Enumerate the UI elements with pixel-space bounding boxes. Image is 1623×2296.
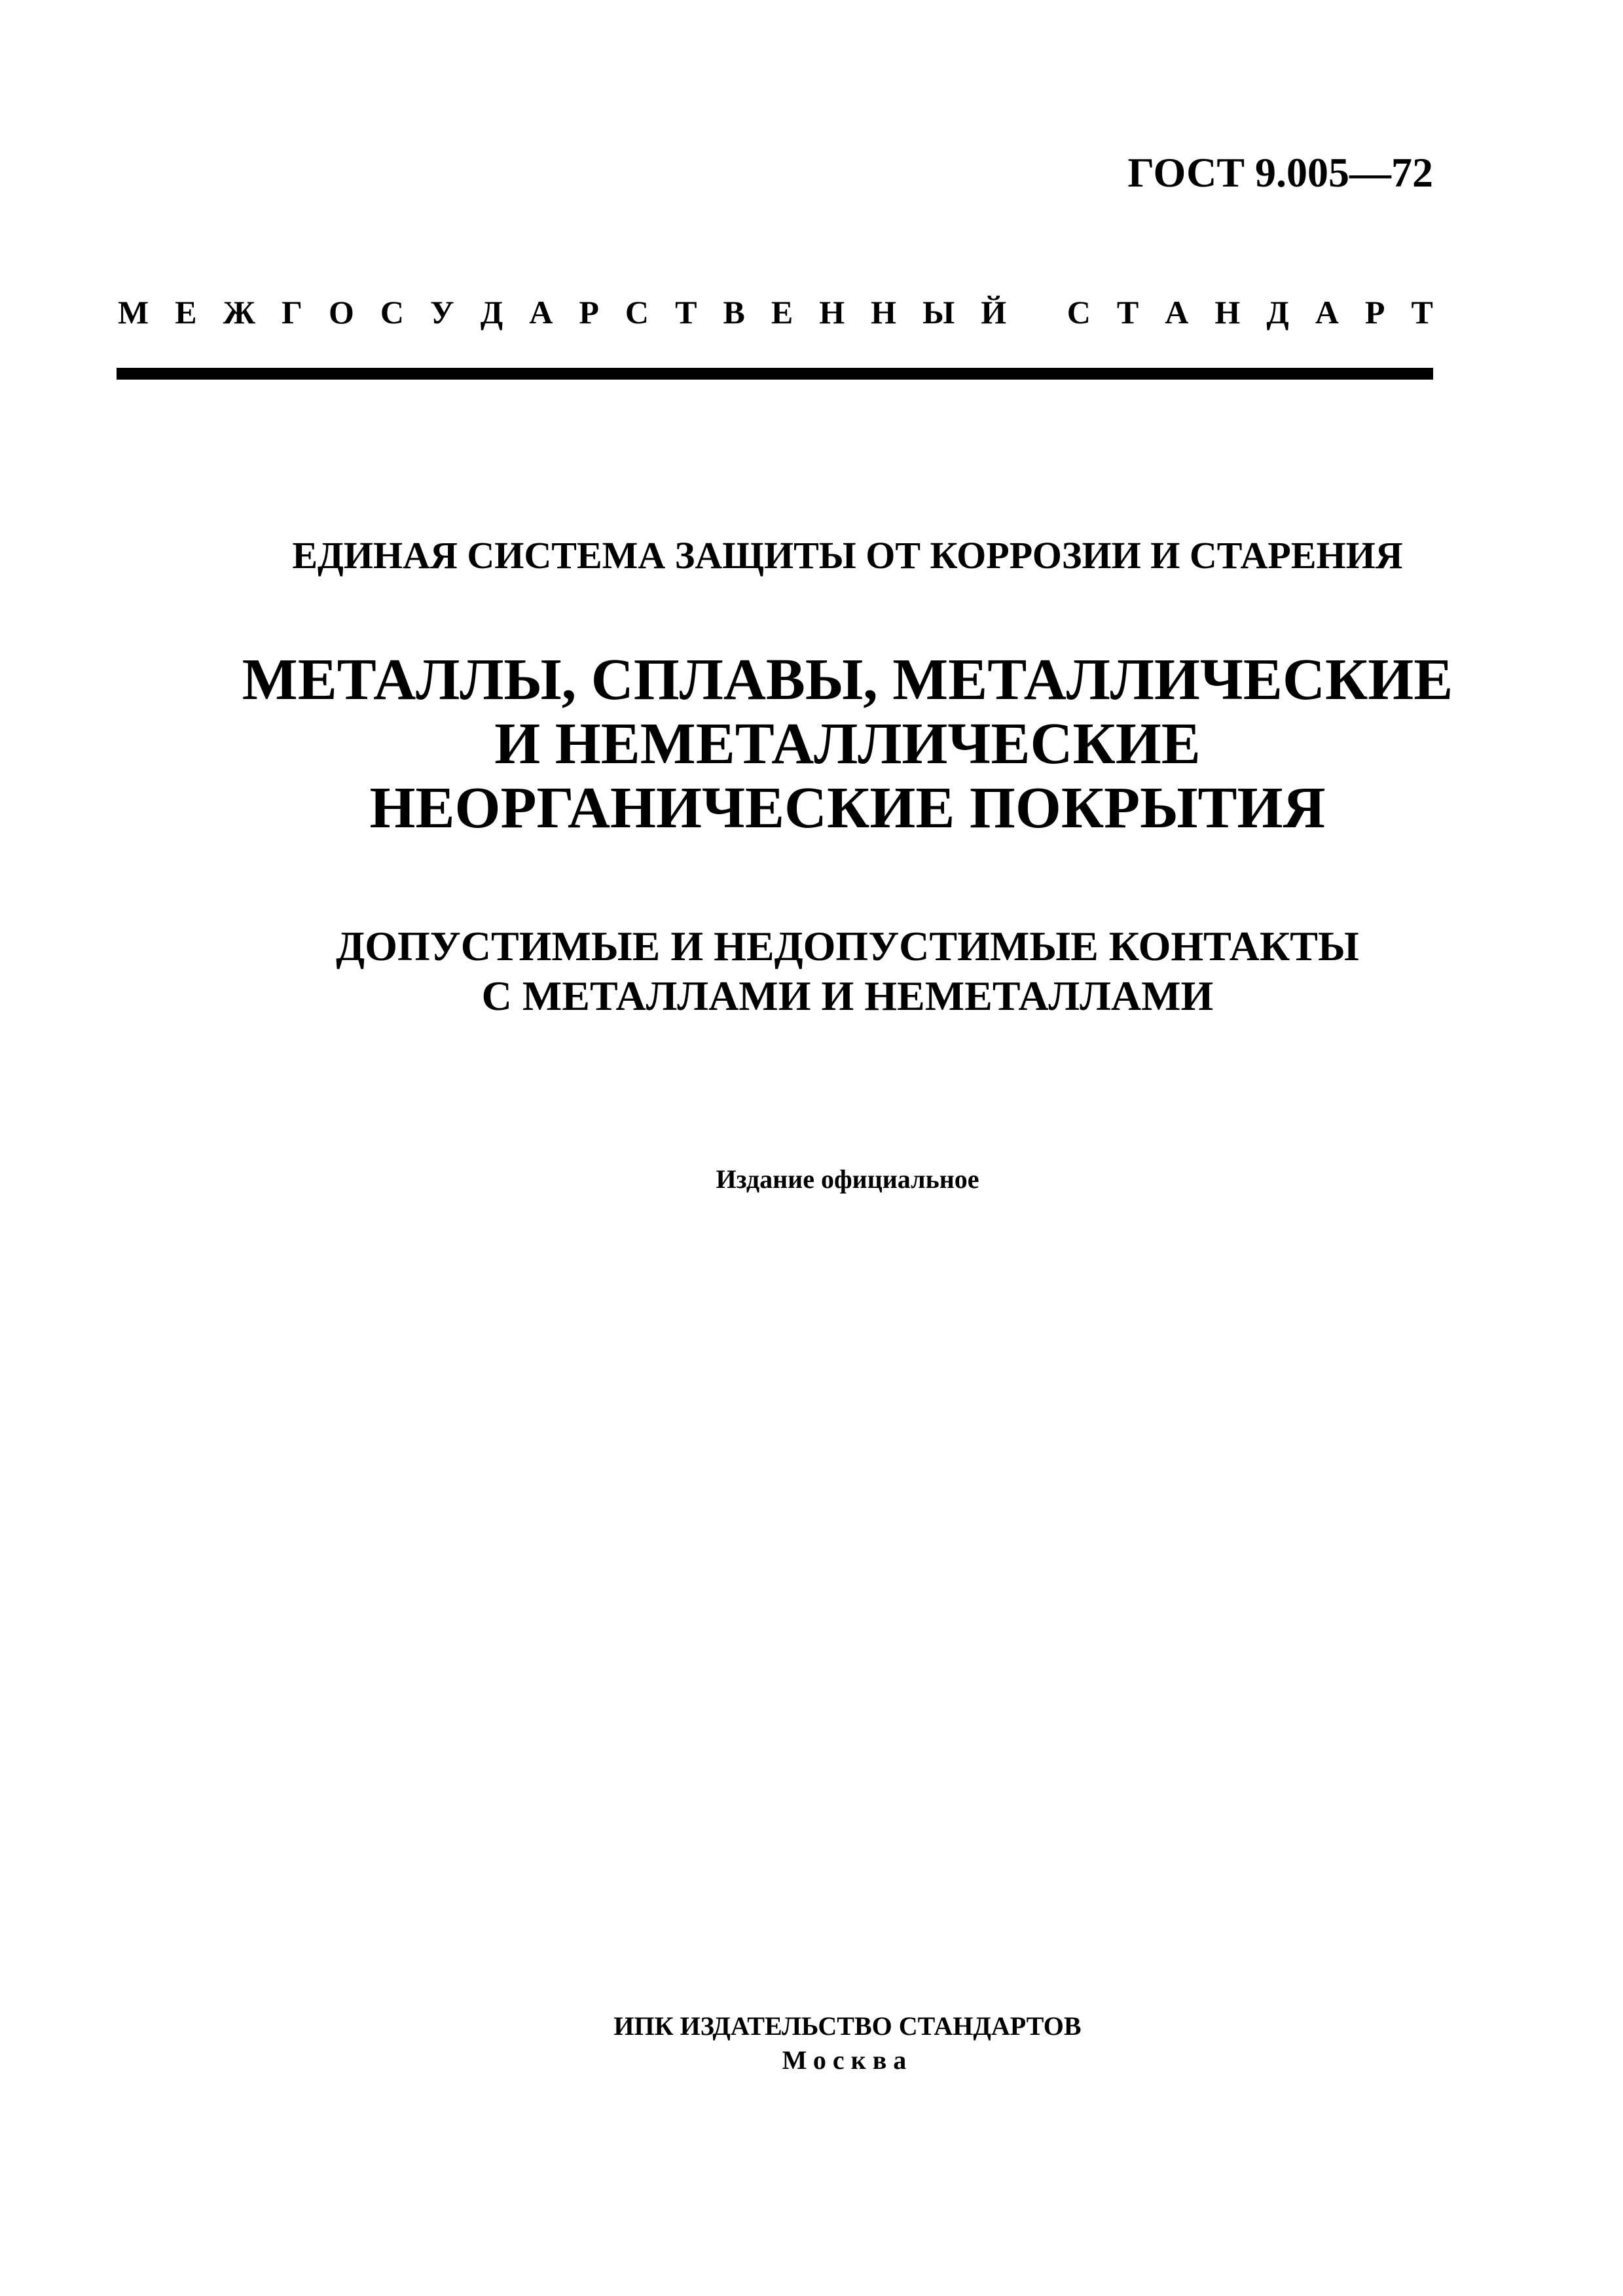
- subtitle-line: С МЕТАЛЛАМИ И НЕМЕТАЛЛАМИ: [481, 973, 1214, 1019]
- heading-letter: Т: [1116, 294, 1139, 331]
- heading-letter: Д: [480, 294, 503, 331]
- heading-letter: С: [380, 294, 404, 331]
- heading-letter: Д: [1266, 294, 1289, 331]
- heading-letter: Т: [1411, 294, 1433, 331]
- publisher-name: ИПК ИЗДАТЕЛЬСТВО СТАНДАРТОВ: [613, 2011, 1082, 2041]
- main-title-line: НЕОРГАНИЧЕСКИЕ ПОКРЫТИЯ: [369, 776, 1326, 840]
- heading-letter: А: [529, 294, 553, 331]
- system-title: ЕДИНАЯ СИСТЕМА ЗАЩИТЫ ОТ КОРРОЗИИ И СТАРЕНИЯ: [292, 534, 1403, 577]
- heading-letter: Е: [771, 294, 793, 331]
- interstate-standard-heading: [118, 296, 1433, 329]
- heading-letter: Н: [819, 294, 845, 331]
- main-title-line: МЕТАЛЛЫ, СПЛАВЫ, МЕТАЛЛИЧЕСКИЕ: [242, 647, 1453, 712]
- edition-note: Издание официальное: [716, 1164, 979, 1194]
- heading-letter: Р: [579, 294, 599, 331]
- heading-letter: Ы: [922, 294, 955, 331]
- heading-letter: М: [118, 294, 149, 331]
- heading-letter: А: [1315, 294, 1339, 331]
- heading-letter: А: [1165, 294, 1189, 331]
- heading-letter: С: [1067, 294, 1091, 331]
- heading-letter: Й: [981, 294, 1007, 331]
- main-title-line: И НЕМЕТАЛЛИЧЕСКИЕ: [494, 711, 1201, 776]
- publisher-city: Москва: [782, 2045, 913, 2075]
- heading-letter: Е: [175, 294, 197, 331]
- heading-letter: Р: [1364, 294, 1385, 331]
- heading-letter: Ж: [223, 294, 256, 331]
- subtitle-line: ДОПУСТИМЫЕ И НЕДОПУСТИМЫЕ КОНТАКТЫ: [336, 923, 1359, 969]
- heading-letter: О: [328, 294, 354, 331]
- heading-divider: [117, 368, 1433, 380]
- heading-letter: У: [430, 294, 454, 331]
- heading-letter: В: [723, 294, 745, 331]
- publisher-block: [0, 2009, 1623, 2077]
- heading-letter: Г: [282, 294, 302, 331]
- heading-letter: С: [625, 294, 649, 331]
- heading-letter: Н: [871, 294, 897, 331]
- main-title: [0, 648, 1623, 840]
- heading-letter: Н: [1214, 294, 1241, 331]
- heading-word-gap: [1032, 296, 1041, 329]
- standard-number: ГОСТ 9.005—72: [1127, 149, 1433, 196]
- heading-letter: Т: [675, 294, 697, 331]
- subtitle: [0, 922, 1623, 1021]
